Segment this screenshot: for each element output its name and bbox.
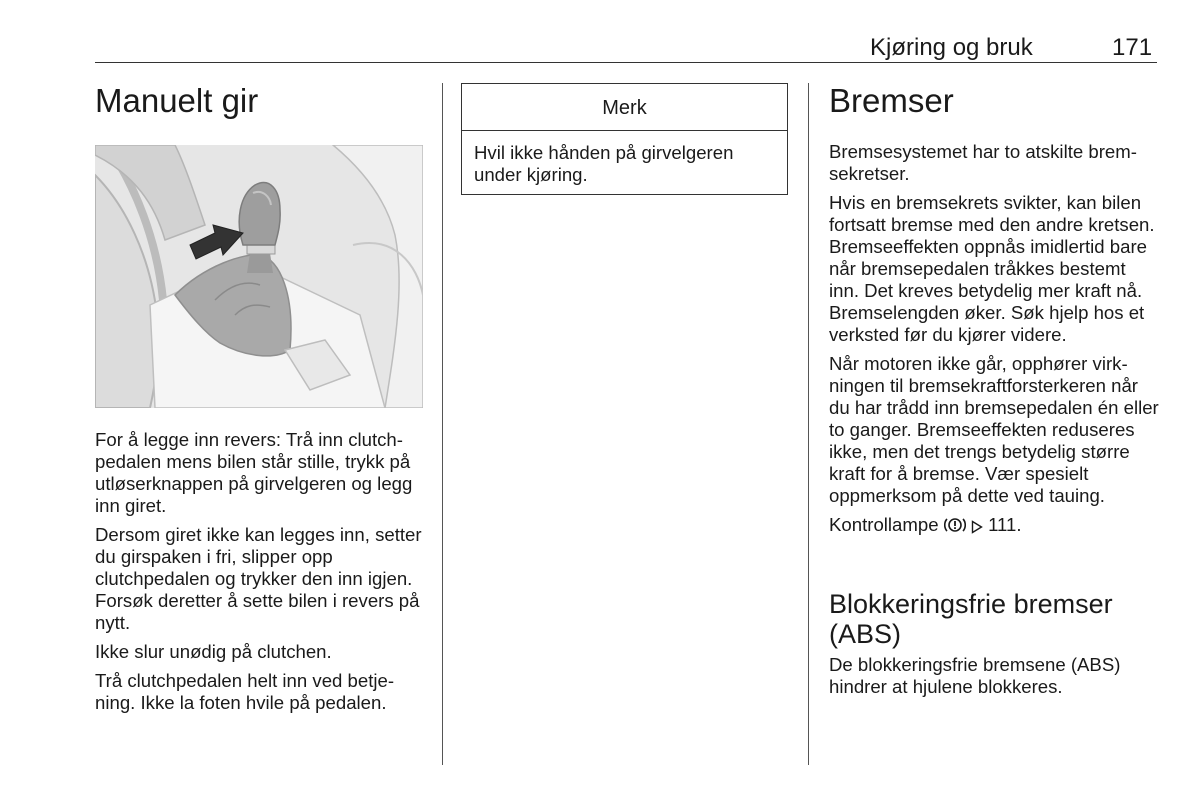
page-reference-arrow-icon[interactable]: [971, 517, 983, 539]
page-number: 171: [1112, 34, 1153, 61]
column-divider-left: [442, 83, 443, 765]
control-lamp-page-ref[interactable]: 111.: [988, 514, 1022, 535]
control-lamp-label: Kontrollampe: [829, 514, 939, 535]
paragraph: Ikke slur unødig på clutchen.: [95, 641, 332, 662]
note-box: [461, 83, 788, 195]
subsection-title-abs: Blokkeringsfrie bremser (ABS): [829, 589, 1113, 649]
paragraph: Når motoren ikke går, opphører virkningen til bremsekraftforsterkeren når du har trådd inn bremsepedalen én eller to ganger. Bremseeffekten reduseres ikke, men det trengs betydelig større kraft for å bremse. Vær spesielt oppmerksom på dette ved tauing.: [829, 353, 1159, 506]
brake-warning-lamp-icon: [944, 516, 966, 539]
paragraph: For å legge inn revers: Trå inn clutchpedalen mens bilen står stille, trykk på utløserknappen på girvelgeren og legg inn giret.: [95, 429, 413, 516]
paragraph: Trå clutchpedalen helt inn ved betjening. Ikke la foten hvile på pedalen.: [95, 670, 395, 713]
gear-shift-illustration: [95, 145, 423, 408]
paragraph: Bremsesystemet har to atskilte bremsekretser.: [829, 141, 1137, 184]
running-header-section: Kjøring og bruk: [870, 34, 1033, 61]
note-title: Merk: [462, 84, 787, 131]
header-divider: [95, 62, 1157, 63]
paragraph: Dersom giret ikke kan legges inn, setter du girspaken i fri, slipper opp clutchpedalen og trykker den inn igjen. Forsøk deretter å sette bilen i revers på nytt.: [95, 524, 422, 633]
control-lamp-line: [829, 514, 1159, 539]
note-text: Hvil ikke hånden på girvelgeren under kjøring.: [474, 142, 734, 185]
brakes-text: [829, 141, 1159, 546]
section-title-manual-gear: Manuelt gir: [95, 82, 259, 119]
paragraph: De blokkeringsfrie bremsene (ABS) hindrer at hjulene blokkeres.: [829, 654, 1121, 697]
manual-gear-text: [95, 429, 428, 721]
section-title-brakes: Bremser: [829, 82, 954, 119]
column-divider-right: [808, 83, 809, 765]
paragraph: Hvis en bremsekrets svikter, kan bilen fortsatt bremse med den andre kretsen. Bremseeffekten oppnås imidlertid bare når bremsepedalen tråkkes bestemt inn. Det kreves betydelig mer kraft nå. Bremselengden øker. Søk hjelp hos et verksted før du kjører videre.: [829, 192, 1155, 345]
abs-text: [829, 654, 1159, 705]
